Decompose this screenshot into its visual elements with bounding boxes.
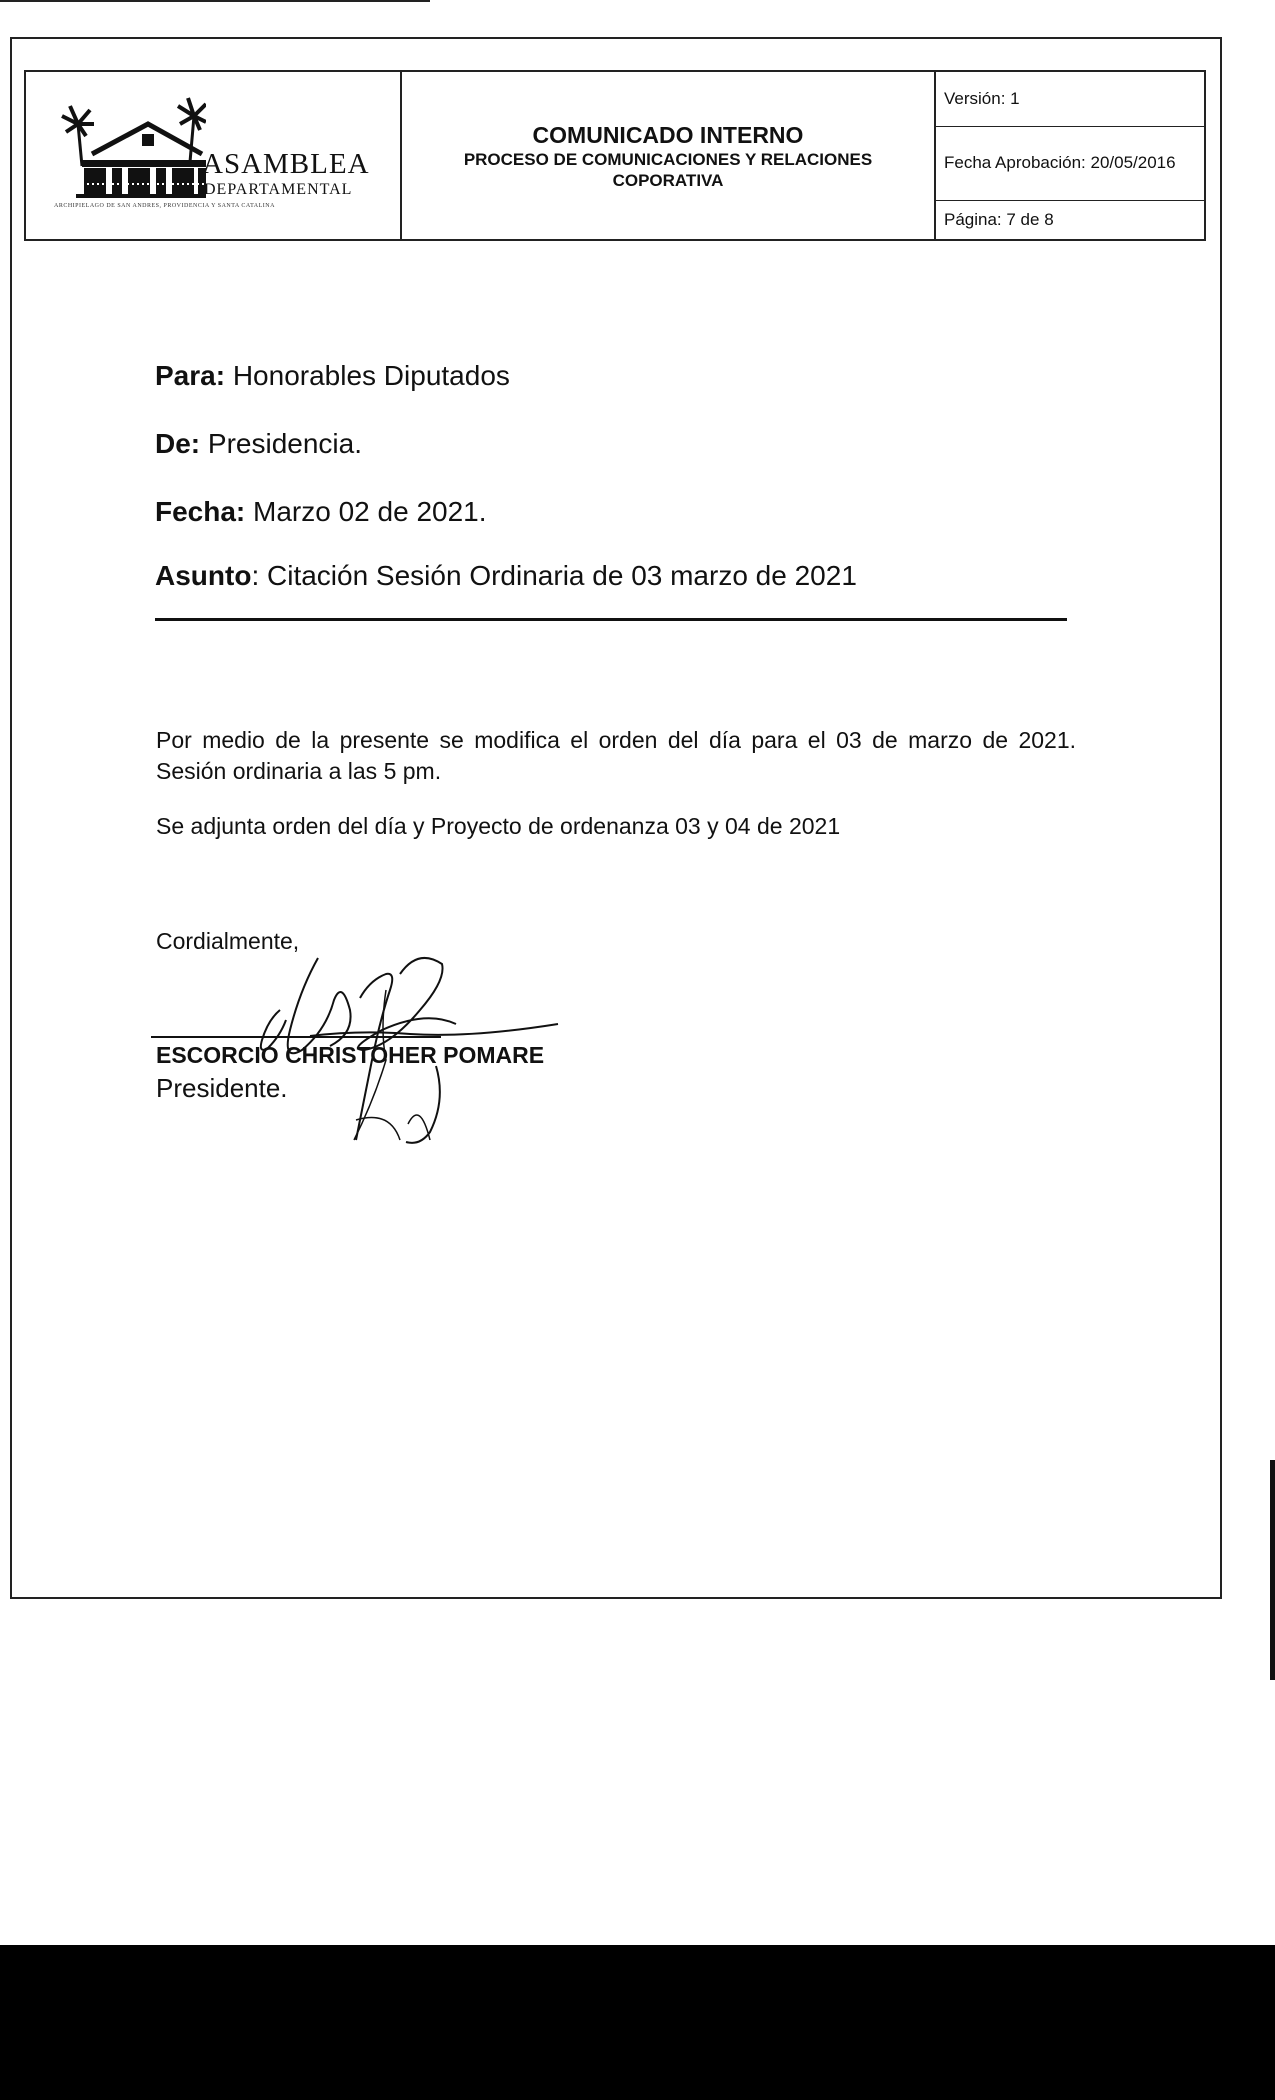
approval-date-field: Fecha Aprobación: 20/05/2016 (936, 126, 1204, 201)
handwritten-signature-icon (150, 950, 570, 1150)
assembly-logo-icon (56, 94, 206, 204)
subject-divider (155, 618, 1067, 621)
from-line (155, 428, 362, 460)
date-line (155, 496, 487, 528)
to-label: Para: (155, 360, 226, 391)
date-label: Fecha: (155, 496, 246, 527)
closing-salutation: Cordialmente, (156, 928, 300, 954)
signer-title: Presidente. (156, 1073, 288, 1103)
document-subtitle: PROCESO DE COMUNICACIONES Y RELACIONES COPORATIVA (463, 150, 873, 190)
subject-label: Asunto (155, 560, 252, 591)
subject-value: : Citación Sesión Ordinaria de 03 marzo de 2021 (251, 560, 857, 591)
scan-bottom-band (0, 1945, 1275, 2100)
subject-line (155, 560, 857, 592)
date-value: Marzo 02 de 2021. (245, 496, 487, 527)
version-field: Versión: 1 (936, 72, 1204, 127)
signer-name: ESCORCIO CHRISTOHER POMARE (156, 1042, 545, 1068)
body-paragraph-2: Se adjunta orden del día y Proyecto de ordenanza 03 y 04 de 2021 (156, 813, 841, 839)
logo-cell (26, 72, 402, 239)
to-line (155, 360, 510, 392)
from-label: De: (155, 428, 201, 459)
page-number-field: Página: 7 de 8 (944, 210, 1054, 229)
logo-name-line2: DEPARTAMENTAL (204, 181, 353, 198)
document-title: COMUNICADO INTERNO (532, 122, 804, 148)
meta-cell (934, 72, 1204, 239)
to-value: Honorables Diputados (225, 360, 510, 391)
body-paragraph-1: Por medio de la presente se modifica el orden del día para el 03 de marzo de 2021. Sesión ordinaria a las 5 pm. (156, 727, 1076, 784)
title-cell (402, 72, 934, 239)
logo-name-line1: ASAMBLEA (202, 148, 370, 180)
scan-edge-mark (1270, 1460, 1275, 1680)
scan-edge-line (0, 0, 430, 2)
document-header (24, 70, 1206, 241)
logo-motto: ARCHIPIÉLAGO DE SAN ANDRÉS, PROVIDENCIA Y SANTA CATALINA (54, 203, 275, 209)
from-value: Presidencia. (200, 428, 362, 459)
